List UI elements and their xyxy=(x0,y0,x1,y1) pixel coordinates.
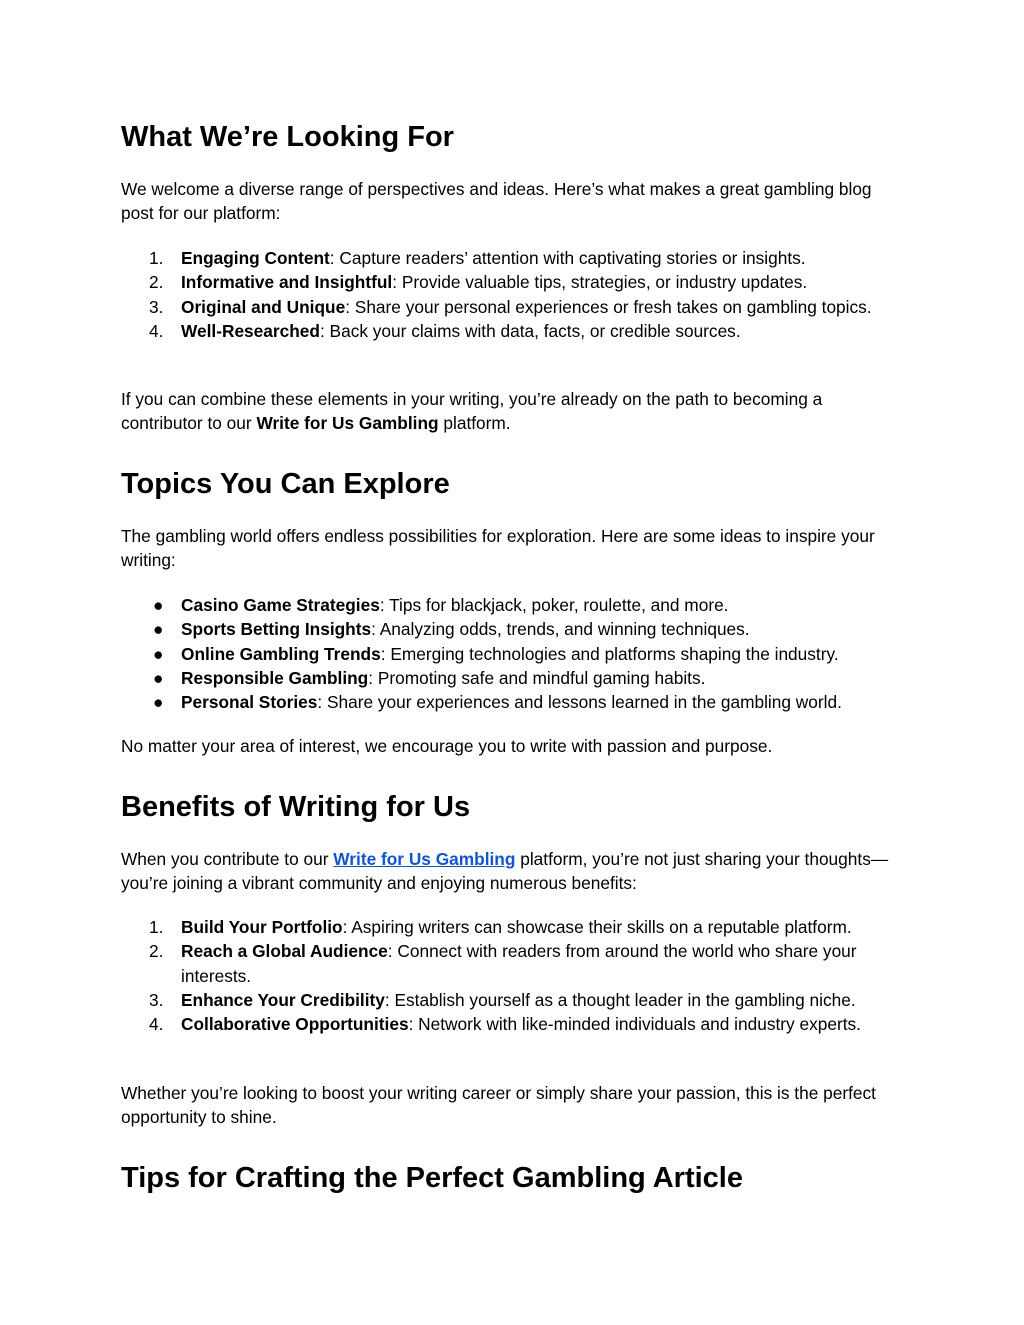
list-item-title: Casino Game Strategies xyxy=(181,595,380,615)
list-marker: 3. xyxy=(149,989,164,1010)
list-item xyxy=(121,295,911,319)
section-outro-looking-for xyxy=(121,387,906,436)
list-item xyxy=(121,939,911,988)
section-intro-benefits xyxy=(121,847,906,896)
list-item xyxy=(121,666,911,690)
section-intro-looking-for: We welcome a diverse range of perspectives and ideas. Here’s what makes a great gambling blog post for our platform: xyxy=(121,179,872,224)
list-item-title: Original and Unique xyxy=(181,296,346,317)
list-item xyxy=(121,642,911,666)
bullet-marker: ● xyxy=(153,595,164,615)
list-item-title: Well-Researched xyxy=(181,320,320,341)
list-item-text: : Network with like-minded individuals and industry experts. xyxy=(408,1014,861,1035)
list-item-title: Informative and Insightful xyxy=(181,272,393,293)
outro-bold: Write for Us Gambling xyxy=(256,413,439,434)
list-item-title: Reach a Global Audience xyxy=(181,941,388,962)
list-item-text: : Emerging technologies and platforms shaping the industry. xyxy=(380,643,839,664)
list-item-title: Collaborative Opportunities xyxy=(181,1014,409,1035)
list-item-title: Personal Stories xyxy=(181,692,318,713)
list-item-text: : Promoting safe and mindful gaming habits. xyxy=(368,667,706,688)
list-item-title: Build Your Portfolio xyxy=(181,917,343,937)
outro-text: If you can combine these elements in your writing, you’re already on the path to becoming a contributor to our xyxy=(121,389,823,434)
list-marker: 2. xyxy=(149,272,164,293)
section-outro-benefits: Whether you’re looking to boost your writing career or simply share your passion, this is the perfect opportunity to shine. xyxy=(121,1083,876,1128)
looking-for-list xyxy=(121,246,911,343)
list-item-text: : Share your experiences and lessons learned in the gambling world. xyxy=(317,692,842,713)
list-item xyxy=(121,270,911,294)
section-heading-tips: Tips for Crafting the Perfect Gambling Article xyxy=(121,1162,743,1194)
list-marker: 2. xyxy=(149,941,164,962)
write-for-us-gambling-link[interactable]: Write for Us Gambling xyxy=(333,849,516,869)
list-marker: 4. xyxy=(149,320,164,341)
list-item xyxy=(121,690,911,714)
list-marker: 1. xyxy=(149,917,164,937)
list-item-title: Responsible Gambling xyxy=(181,667,369,688)
section-intro-topics: The gambling world offers endless possibilities for exploration. Here are some ideas to inspire your writing: xyxy=(121,526,875,571)
list-item-text: : Establish yourself as a thought leader in the gambling niche. xyxy=(384,989,856,1010)
list-item-text: : Aspiring writers can showcase their skills on a reputable platform. xyxy=(342,917,852,937)
list-item xyxy=(121,319,911,343)
list-item xyxy=(121,246,911,270)
list-item-text: : Share your personal experiences or fresh takes on gambling topics. xyxy=(345,296,872,317)
bullet-marker: ● xyxy=(153,643,164,664)
list-item-title: Engaging Content xyxy=(181,248,330,268)
intro-text: When you contribute to our xyxy=(121,849,334,869)
list-item xyxy=(121,915,911,939)
list-marker: 1. xyxy=(149,248,164,268)
bullet-marker: ● xyxy=(153,692,164,713)
list-item-title: Online Gambling Trends xyxy=(181,643,381,664)
list-item-text: : Connect with readers from around the world who share your interests. xyxy=(181,941,857,986)
list-item-text: : Analyzing odds, trends, and winning techniques. xyxy=(371,619,750,640)
list-item-text: : Capture readers’ attention with captivating stories or insights. xyxy=(329,248,806,268)
list-item xyxy=(121,593,911,617)
section-heading-topics: Topics You Can Explore xyxy=(121,468,450,500)
benefits-list xyxy=(121,915,911,1036)
list-item-title: Enhance Your Credibility xyxy=(181,989,385,1010)
list-item-title: Sports Betting Insights xyxy=(181,619,372,640)
list-item-text: : Back your claims with data, facts, or credible sources. xyxy=(319,320,741,341)
section-heading-benefits: Benefits of Writing for Us xyxy=(121,791,471,823)
bullet-marker: ● xyxy=(153,667,164,688)
list-item-text: : Provide valuable tips, strategies, or industry updates. xyxy=(392,272,808,293)
list-marker: 3. xyxy=(149,296,164,317)
list-marker: 4. xyxy=(149,1014,164,1035)
bullet-marker: ● xyxy=(153,619,164,640)
topics-list xyxy=(121,593,911,714)
list-item xyxy=(121,617,911,641)
list-item xyxy=(121,1012,911,1036)
section-heading-looking-for: What We’re Looking For xyxy=(121,121,454,153)
list-item-text: : Tips for blackjack, poker, roulette, and more. xyxy=(379,595,729,615)
list-item xyxy=(121,988,911,1012)
intro-text-end: platform, you’re not just sharing your thoughts—you’re joining a vibrant community and enjoying numerous benefits: xyxy=(121,849,889,894)
outro-text-end: platform. xyxy=(438,413,511,434)
section-outro-topics: No matter your area of interest, we encourage you to write with passion and purpose. xyxy=(121,736,773,756)
